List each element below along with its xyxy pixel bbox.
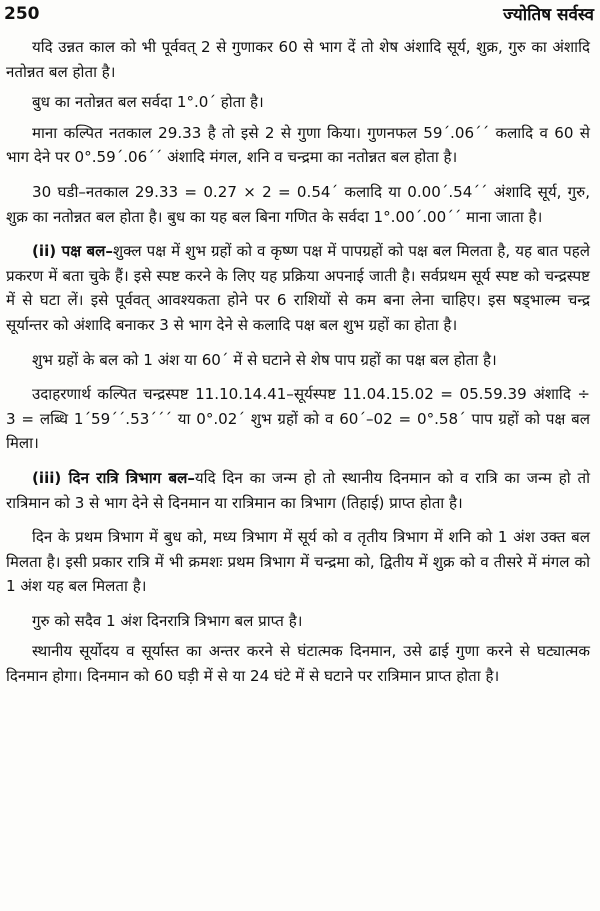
paragraph xyxy=(6,348,590,373)
paragraph-text: बुध का नतोन्नत बल सर्वदा 1°.0´ होता है। xyxy=(32,93,264,112)
paragraph-text: गुरु को सदैव 1 अंश दिनरात्रि त्रिभाग बल प्राप्त है। xyxy=(32,611,303,630)
paragraph xyxy=(6,90,590,115)
paragraph xyxy=(6,609,590,634)
paragraph xyxy=(6,525,590,599)
paragraph xyxy=(6,239,590,337)
paragraph-text: यदि दिन का जन्म हो तो स्थानीय दिनमान को व रात्रि का जन्म हो तो रात्रिमान को 3 से भाग देने से दिनमान या रात्रिमान का त्रिभाग (तिहाई) प्राप्त होता है। xyxy=(6,468,591,512)
paragraph xyxy=(6,639,590,688)
paragraph xyxy=(6,121,590,170)
paragraph-text: स्थानीय सूर्योदय व सूर्यास्त का अन्तर करने से घंटात्मक दिनमान, उसे ढाई गुणा करने से घट्यात्मक दिनमान होगा। दिनमान को 60 घड़ी में से या 24 घंटे में से घटाने पर रात्रिमान प्राप्त होता है। xyxy=(6,642,590,686)
paragraph-text: उदाहरणार्थ कल्पित चन्द्रस्पष्ट 11.10.14.41–सूर्यस्पष्ट 11.04.15.02 = 05.59.39 अंशादि ÷ 3 = लब्धि 1´59´´.53´´´ या 0°.02´ शुभ ग्रहों को व 60´–02 = 0°.58´ पाप ग्रहों को पक्ष बल मिला। xyxy=(6,385,590,453)
paragraph-text: शुक्ल पक्ष में शुभ ग्रहों को व कृष्ण पक्ष में पापग्रहों को पक्ष बल मिलता है, यह बात पहले प्रकरण में बता चुके हैं। इसे स्पष्ट करने के लिए यह प्रक्रिया अपनाई जाती है। सर्वप्रथम सूर्य स्पष्ट को चन्द्रस्पष्ट में से घटा लें। इसे पूर्ववत् आवश्यकता होने पर 6 राशियों से कम बना लेना चाहिए। इस षड्भाल्म चन्द्र सूर्यान्तर को अंशादि बनाकर 3 से भाग देने से कलादि पक्ष बल शुभ ग्रहों का होता है। xyxy=(6,242,590,334)
paragraph-text: यदि उन्नत काल को भी पूर्ववत् 2 से गुणाकर 60 से भाग दें तो शेष अंशादि सूर्य, शुक्र, गुरु का अंशादि नतोन्नत बल होता है। xyxy=(6,38,591,81)
section-heading: (iii) दिन रात्रि त्रिभाग बल– xyxy=(32,468,195,487)
paragraph xyxy=(6,35,590,84)
paragraph xyxy=(6,466,590,515)
paragraph xyxy=(6,180,590,229)
paragraph-text: दिन के प्रथम त्रिभाग में बुध को, मध्य त्रिभाग में सूर्य को व तृतीय त्रिभाग में शनि को 1 अंश उक्त बल मिलता है। इसी प्रकार रात्रि में भी क्रमशः प्रथम त्रिभाग में चन्द्रमा को, द्वितीय में शुक्र को व तीसरे में मंगल को 1 अंश यह बल मिलता है। xyxy=(6,528,590,596)
page-body xyxy=(6,35,590,699)
section-heading: (ii) पक्ष बल– xyxy=(32,242,113,261)
paragraph-text: 30 घडी–नतकाल 29.33 = 0.27 × 2 = 0.54´ कलादि या 0.00´.54´´ अंशादि सूर्य, गुरु, शुक्र का नतोन्नत बल होता है। बुध का यह बल बिना गणित के सर्वदा 1°.00´.00´´ माना जाता है। xyxy=(6,182,590,226)
page-header xyxy=(4,2,594,32)
running-title: ज्योतिष सर्वस्व xyxy=(503,5,594,25)
paragraph-text: माना कल्पित नतकाल 29.33 है तो इसे 2 से गुणा किया। गुणनफल 59´.06´´ कलादि व 60 से भाग देने पर 0°.59´.06´´ अंशादि मंगल, शनि व चन्द्रमा का नतोन्नत बल होता है। xyxy=(6,123,590,167)
paragraph xyxy=(6,382,590,456)
paragraph-text: शुभ ग्रहों के बल को 1 अंश या 60´ में से घटाने से शेष पाप ग्रहों का पक्ष बल होता है। xyxy=(32,350,497,369)
page-number: 250 xyxy=(4,4,40,24)
